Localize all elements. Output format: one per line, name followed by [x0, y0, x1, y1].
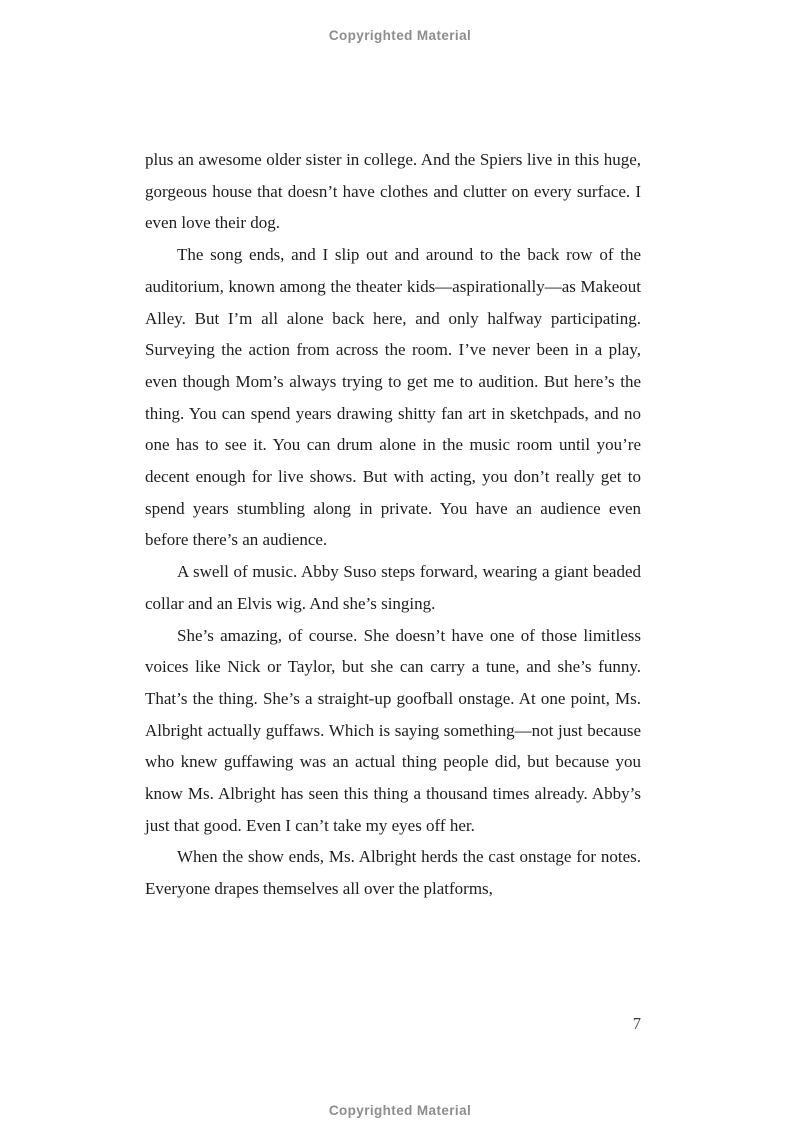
- page-number: 7: [632, 1014, 641, 1033]
- paragraph: The song ends, and I slip out and around to the back row of the auditorium, known among the theater kids—aspirationally—as Makeout Alley. But I’m all alone back here, and only halfway participating. Surveying the action from across the room. I’ve never been in a play, even though Mom’s always trying to get me to audition. But here’s the thing. You can spend years drawing shitty fan art in sketchpads, and no one has to see it. You can drum alone in the music room until you’re decent enough for live shows. But with acting, you don’t really get to spend years stumbling along in private. You have an audience even before there’s an audience.: [145, 245, 641, 550]
- copyright-notice-bottom: Copyrighted Material: [328, 1103, 472, 1118]
- paragraph-continuation: plus an awesome older sister in college. And the Spiers live in this huge, gorgeous house that doesn’t have clothes and clutter on every surface. I even love their dog.: [145, 150, 641, 233]
- paragraph: A swell of music. Abby Suso steps forward, wearing a giant beaded collar and an Elvis wig. And she’s singing.: [145, 562, 641, 613]
- copyright-notice-top: Copyrighted Material: [328, 28, 472, 43]
- body-text-block: [145, 144, 641, 905]
- paragraph: She’s amazing, of course. She doesn’t have one of those limitless voices like Nick or Taylor, but she can carry a tune, and she’s funny. That’s the thing. She’s a straight-up goofball onstage. At one point, Ms. Albright actually guffaws. Which is saying something—not just because who knew guffawing was an actual thing people did, but because you know Ms. Albright has seen this thing a thousand times already. Abby’s just that good. Even I can’t take my eyes off her.: [145, 625, 641, 835]
- paragraph: When the show ends, Ms. Albright herds the cast onstage for notes. Everyone drapes themselves all over the platforms,: [145, 847, 641, 899]
